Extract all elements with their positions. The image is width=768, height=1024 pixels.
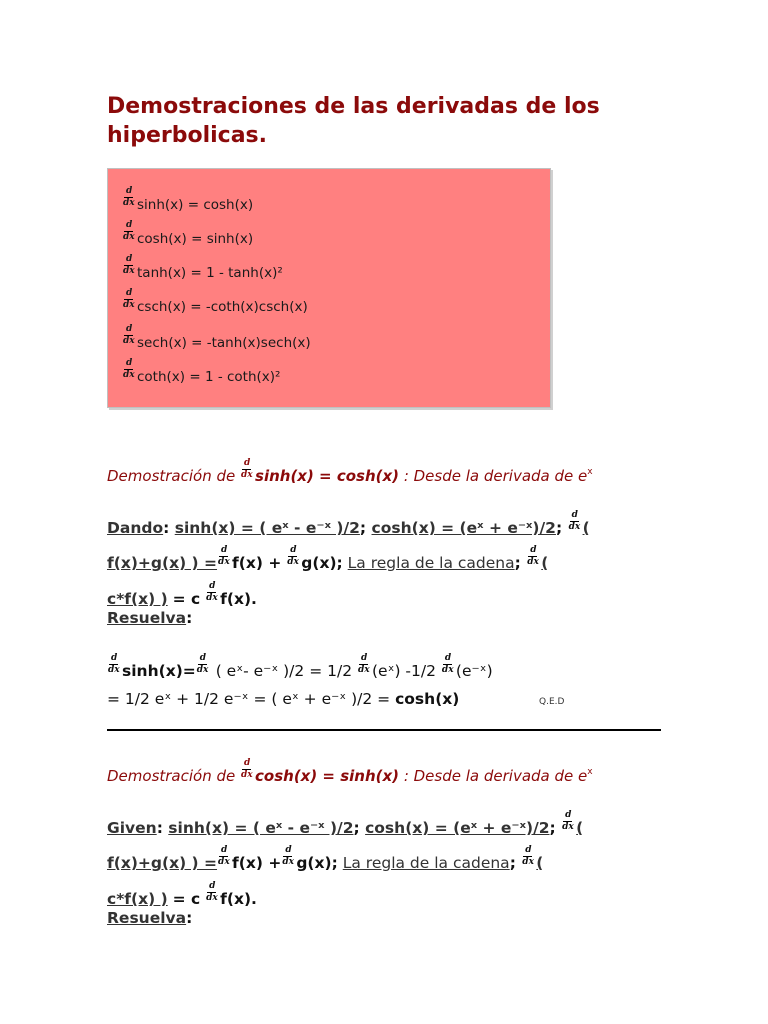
proof1-resuelva: Resuelva: [107,609,193,627]
constant-rule-link[interactable]: c*f(x) ) [107,590,168,608]
ddx-operator: $\frac{d}{dx}$ [282,845,294,867]
heading-superscript: x [587,767,593,777]
proof2-resuelva: Resuelva: [107,909,193,927]
formula-sech [122,324,311,351]
chain-rule-link[interactable]: La regla de la cadena [347,554,515,572]
ddx-operator: $\frac{d}{dx}$ [522,845,534,867]
ddx-operator: $\frac{d}{dx}$ [196,653,209,675]
formula-coth [122,358,281,385]
proof1-given-line3: c*f(x) ) = c $\frac{d}{dx}$ f(x). [107,581,257,608]
formula-text: sinh(x) = cosh(x) [137,197,254,213]
formula-text: sech(x) = -tanh(x)sech(x) [137,335,311,351]
formula-csch [122,288,308,315]
ddx-operator: $\frac{d}{dx}$ [206,881,218,903]
sum-rule-link[interactable]: ( [576,819,584,837]
sinh-definition-link[interactable]: sinh(x) = ( eˣ - e⁻ˣ )/2 [168,819,354,837]
resuelva-label: Resuelva [107,909,187,927]
ddx-operator: $\frac{d}{dx}$ [206,581,218,603]
ddx-operator: $\frac{d}{dx}$ [562,810,574,832]
heading-superscript: x [587,467,593,477]
derivatives-summary-box [107,168,551,408]
ddx-operator: $\frac{d}{dx}$ [287,545,299,567]
sinh-definition-link[interactable]: sinh(x) = ( eˣ - e⁻ˣ )/2 [174,519,360,537]
cosh-definition-link[interactable]: cosh(x) = (eˣ + e⁻ˣ)/2 [371,519,556,537]
ddx-operator: $\frac{d}{dx}$ [123,186,135,208]
chain-rule-link[interactable]: La regla de la cadena [342,854,510,872]
sum-rule-link[interactable]: f(x)+g(x) ) = [107,854,218,872]
ddx-operator: $\frac{d}{dx}$ [123,324,135,346]
formula-text: cosh(x) = sinh(x) [137,231,254,247]
heading-suffix: : Desde la derivada de e [399,767,588,785]
constant-rule-link[interactable]: c*f(x) ) [107,890,168,908]
proof1-work-line1: $\frac{d}{dx}$ sinh(x)= $\frac{d}{dx}$ ( eˣ- e⁻ˣ )/2 = 1/2 $\frac{d}{dx}$ (eˣ) -1/2 $\frac{d}{dx}$ (e⁻ˣ) [108,653,493,680]
proof1-given-line2: f(x)+g(x) ) = $\frac{d}{dx}$ f(x) + $\frac{d}{dx}$ g(x); La regla de la cadena; $\frac{d}{dx}$ ( [107,545,549,572]
proof1-given-line1: Dando: sinh(x) = ( eˣ - e⁻ˣ )/2; cosh(x) = (eˣ + e⁻ˣ)/2; $\frac{d}{dx}$ ( [107,510,590,537]
constant-rule-link[interactable]: ( [541,554,549,572]
heading-formula: sinh(x) = cosh(x) [255,467,400,485]
qed-mark: Q.E.D [539,697,565,707]
sum-rule-link[interactable]: f(x)+g(x) ) = [107,554,218,572]
proof2-given-line2: f(x)+g(x) ) = $\frac{d}{dx}$ f(x) + $\frac{d}{dx}$ g(x); La regla de la cadena; $\frac{d}{dx}$ ( [107,845,544,872]
heading-prefix: Demostración de [107,767,241,785]
cosh-definition-link[interactable]: cosh(x) = (eˣ + e⁻ˣ)/2 [365,819,550,837]
ddx-operator: $\frac{d}{dx}$ [218,545,230,567]
ddx-operator: $\frac{d}{dx}$ [358,653,370,675]
ddx-operator: $\frac{d}{dx}$ [123,358,135,380]
ddx-operator: $\frac{d}{dx}$ [527,545,539,567]
ddx-operator: $\frac{d}{dx}$ [123,288,135,310]
ddx-operator: $\frac{d}{dx}$ [123,254,135,276]
ddx-operator: $\frac{d}{dx}$ [241,758,253,780]
section-divider [107,729,661,731]
heading-formula: cosh(x) = sinh(x) [255,767,400,785]
given-label[interactable]: Given [107,819,157,837]
page-title: Demostraciones de las derivadas de los hiperbolicas. [107,94,600,148]
proof1-work-line2: = 1/2 eˣ + 1/2 e⁻ˣ = ( eˣ + e⁻ˣ )/2 = cosh(x) [107,690,460,708]
heading-prefix: Demostración de [107,467,241,485]
formula-cosh [122,220,254,247]
proof2-given-line1: Given: sinh(x) = ( eˣ - e⁻ˣ )/2; cosh(x) = (eˣ + e⁻ˣ)/2; $\frac{d}{dx}$ ( [107,810,584,837]
ddx-operator: $\frac{d}{dx}$ [108,653,120,675]
given-label[interactable]: Dando [107,519,164,537]
ddx-operator: $\frac{d}{dx}$ [568,510,581,532]
formula-text: coth(x) = 1 - coth(x)² [137,369,281,385]
formula-text: tanh(x) = 1 - tanh(x)² [137,265,283,281]
heading-suffix: : Desde la derivada de e [399,467,588,485]
proof2-heading [107,758,593,785]
resuelva-label: Resuelva [107,609,187,627]
proof1-heading [107,458,593,485]
constant-rule-link[interactable]: ( [536,854,544,872]
proof2-given-line3: c*f(x) ) = c $\frac{d}{dx}$ f(x). [107,881,257,908]
sum-rule-link[interactable]: ( [582,519,590,537]
ddx-operator: $\frac{d}{dx}$ [441,653,454,675]
ddx-operator: $\frac{d}{dx}$ [123,220,135,242]
ddx-operator: $\frac{d}{dx}$ [241,458,253,480]
formula-text: csch(x) = -coth(x)csch(x) [137,299,308,315]
formula-sinh [122,186,254,213]
ddx-operator: $\frac{d}{dx}$ [218,845,230,867]
formula-tanh [122,254,283,281]
